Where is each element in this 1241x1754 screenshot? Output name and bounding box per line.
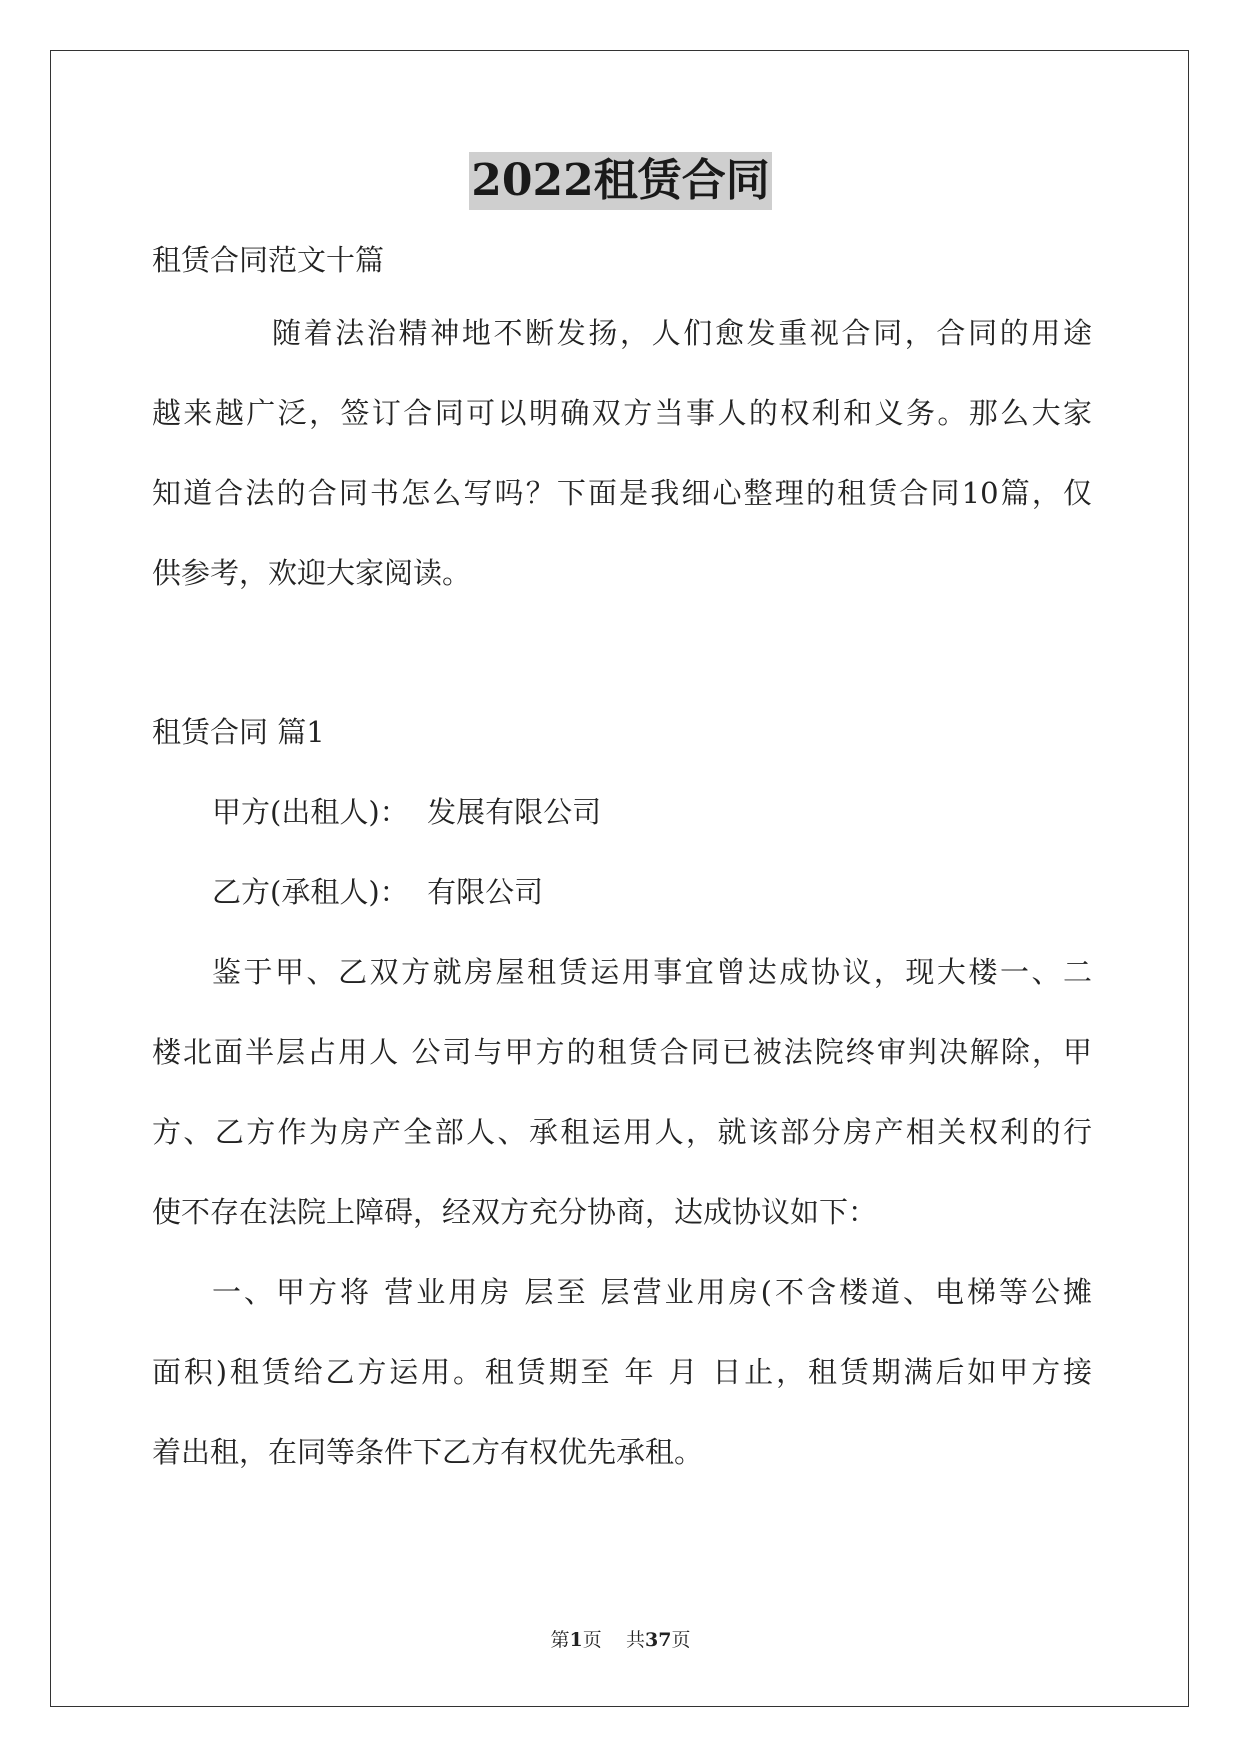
- paragraph2-line-3: 着出租，在同等条件下乙方有权优先承租。: [152, 1435, 704, 1469]
- intro-line-4: 供参考，欢迎大家阅读。: [152, 556, 472, 590]
- paragraph1-line-1: 鉴于甲、乙双方就房屋租赁运用事宜曾达成协议，现大楼一、二: [212, 955, 1092, 989]
- footer-total-prefix: 共: [625, 1629, 645, 1651]
- party-b-line: 乙方(承租人)： 有限公司: [212, 875, 544, 909]
- title-container: [0, 152, 1241, 210]
- document-title: 2022租赁合同: [469, 152, 771, 210]
- section-heading: 租赁合同 篇1: [152, 715, 325, 749]
- party-a-line: 甲方(出租人)： 发展有限公司: [212, 795, 602, 829]
- footer-page-number: 1: [569, 1629, 583, 1651]
- paragraph2-line-2: 面积)租赁给乙方运用。租赁期至 年 月 日止，租赁期满后如甲方接: [152, 1355, 1092, 1389]
- page-footer: [0, 1628, 1241, 1652]
- intro-line-1: 随着法治精神地不断发扬，人们愈发重视合同，合同的用途: [272, 316, 1092, 350]
- intro-line-2: 越来越广泛，签订合同可以明确双方当事人的权利和义务。那么大家: [152, 396, 1092, 430]
- intro-line-3: 知道合法的合同书怎么写吗？下面是我细心整理的租赁合同10篇，仅: [152, 476, 1092, 510]
- paragraph2-line-1: 一、甲方将 营业用房 层至 层营业用房(不含楼道、电梯等公摊: [212, 1275, 1092, 1309]
- footer-total-suffix: 页: [671, 1629, 691, 1651]
- document-subtitle: 租赁合同范文十篇: [152, 243, 385, 277]
- footer-total-pages: 37: [644, 1629, 672, 1651]
- footer-page-suffix: 页: [582, 1629, 602, 1651]
- footer-page-prefix: 第: [550, 1629, 570, 1651]
- paragraph1-line-3: 方、乙方作为房产全部人、承租运用人，就该部分房产相关权利的行: [152, 1115, 1092, 1149]
- paragraph1-line-2: 楼北面半层占用人 公司与甲方的租赁合同已被法院终审判决解除，甲: [152, 1035, 1092, 1069]
- paragraph1-line-4: 使不存在法院上障碍，经双方充分协商，达成协议如下：: [152, 1195, 878, 1229]
